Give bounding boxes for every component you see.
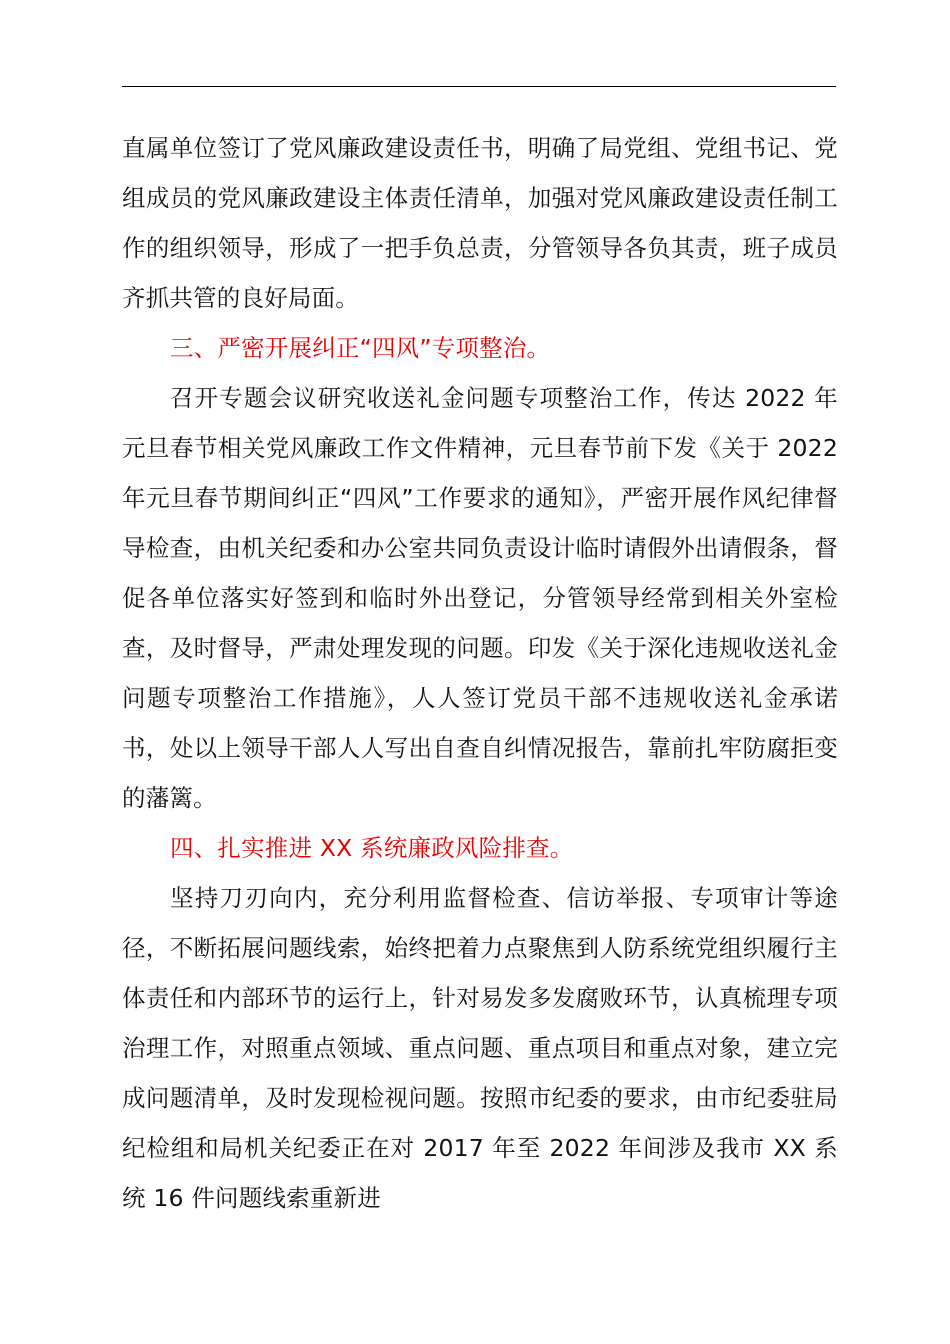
paragraph-four-winds: 召开专题会议研究收送礼金问题专项整治工作，传达 2022 年元旦春节相关党风廉政工作文件精神，元旦春节前下发《关于 2022 年元旦春节期间纠正“四风”工作要求的通知》，严密开展作风纪律督导检查，由机关纪委和办公室共同负责设计临时请假外出请假条，督促各单位落实好签到和临时外出登记，分管领导经常到相关外室检查，及时督导，严肃处理发现的问题。印发《关于深化违规收送礼金问题专项整治工作措施》，人人签订党员干部不违规收送礼金承诺书，处以上领导干部人人写出自查自纠情况报告，靠前扎牢防腐拒变的藩篱。 — [122, 384, 838, 812]
section-heading-three: 三、严密开展纠正“四风”专项整治。 — [170, 334, 551, 362]
document-body — [122, 123, 838, 1223]
header-rule — [122, 86, 836, 87]
section-heading-four: 四、扎实推进 XX 系统廉政风险排查。 — [170, 834, 574, 862]
paragraph-risk-check: 坚持刀刃向内，充分利用监督检查、信访举报、专项审计等途径，不断拓展问题线索，始终把着力点聚焦到人防系统党组织履行主体责任和内部环节的运行上，针对易发多发腐败环节，认真梳理专项治理工作，对照重点领域、重点问题、重点项目和重点对象，建立完成问题清单，及时发现检视问题。按照市纪委的要求，由市纪委驻局纪检组和局机关纪委正在对 2017 年至 2022 年间涉及我市 XX 系统 16 件问题线索重新进 — [122, 884, 838, 1212]
paragraph-continuation: 直属单位签订了党风廉政建设责任书，明确了局党组、党组书记、党组成员的党风廉政建设主体责任清单，加强对党风廉政建设责任制工作的组织领导，形成了一把手负总责，分管领导各负其责，班子成员齐抓共管的良好局面。 — [122, 134, 838, 312]
